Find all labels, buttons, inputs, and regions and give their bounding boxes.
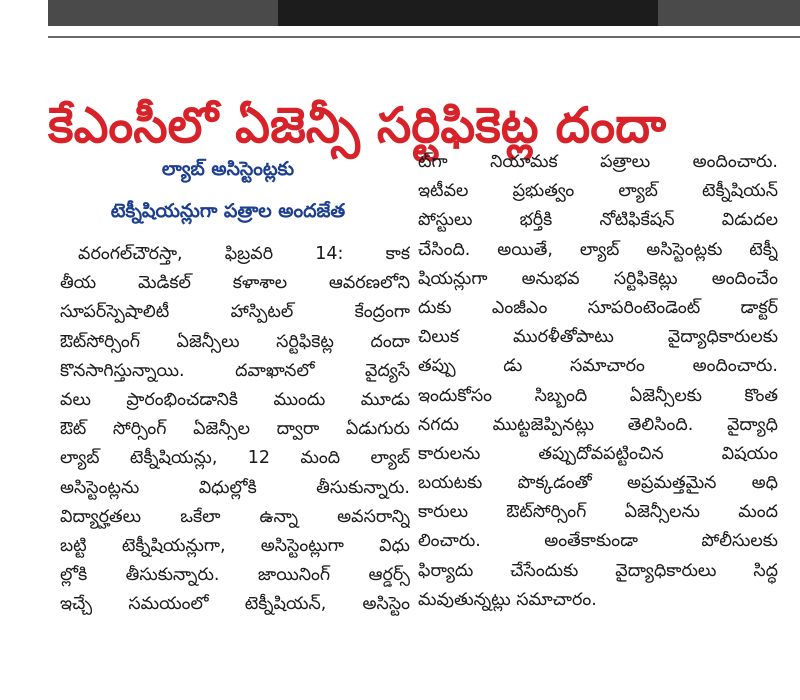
article-text-line: లించారు. అంతేకాకుండా పోలీసులకు [418,531,778,552]
article-right-column [418,148,778,615]
article-text-line: మవుతున్నట్లు సమాచారం. [418,589,597,610]
article-text-line: ఇచ్చే సమయంలో టెక్నీషియన్, అసిస్టెం [60,594,410,615]
top-banner-segment-left [48,0,278,26]
article-text-line: ఫిర్యాదు చేసేందుకు వైద్యాధికారులు సిద్ధ [418,560,778,581]
article-text-line: చేసింది. అయితే, ల్యాబ్ అసిస్టెంట్లకు టెక్నీ [418,239,778,260]
article-left-column [60,240,410,619]
top-banner-segment-middle [278,0,658,26]
article-text-line: కారులు ఔట్‌సోర్సింగ్ ఏజెన్సీలను మంద [418,502,778,523]
article-text-line: ఔట్ సోర్సింగ్ ఏజెన్సీల ద్వారా ఏడుగురు [60,419,410,440]
article-text-line: వరంగల్‌చౌరస్తా, ఫిబ్రవరి 14: కాక [78,244,410,264]
article-text-line: కారులను తప్పుదోవపట్టించిన విషయం [418,443,778,464]
article-text-line: బయటకు పొక్కడంతో అప్రమత్తమైన అధి [418,473,778,494]
top-banner-bar [0,0,800,26]
article-text-line: పోస్టులు భర్తీకి నోటిఫికేషన్ విడుదల [418,210,778,231]
article-text-line: ట్‌గా నియామక పత్రాలు అందించారు. [418,152,778,172]
article-text-line: నగదు ముట్టజెప్పినట్లు తెలిసింది. వైద్యాధి [418,414,778,435]
article-text-line: కొనసాగిస్తున్నాయి. దవాఖానలో వైద్యసే [60,360,410,381]
article-text-line: అసిస్టెంట్లను విధుల్లోకి తీసుకున్నారు. [60,477,410,498]
article-subheading-1: ల్యాబ్ అసిస్టెంట్లకు [161,158,295,180]
top-banner-segment-right [658,0,800,26]
header-divider [48,36,800,38]
article-headline: కేఎంసీలో ఏజెన్సీ సర్టిఫికెట్ల దందా [48,96,667,154]
article-text-line: బట్టి టెక్నీషియన్లుగా, అసిస్టెంట్లుగా విధు [60,535,410,556]
article-text-line: తప్పు డు సమాచారం అందించారు. [418,356,778,377]
article-text-line: విద్యార్హతలు ఒకేలా ఉన్నా అవసరాన్ని [60,506,410,527]
article-text-line: తీయ మెడికల్ కళాశాల ఆవరణలోని [60,273,410,294]
article-text-line: షియన్లుగా అనుభవ సర్టిఫికెట్లు అందించేం [418,268,778,289]
article-text-line: ల్యాబ్ టెక్నీషియన్లు, 12 మంది ల్యాబ్ [60,448,410,469]
article-text-line: సూపర్‌స్పెషాలిటీ హాస్పిటల్ కేంద్రంగా [60,302,410,323]
article-text-line: ఔట్‌సోర్సింగ్ ఏజెన్సీలు సర్టిఫికెట్ల దందా [60,331,410,352]
article-text-line: ఇందుకోసం సిబ్బంది ఏజెన్సీలకు కొంత [418,385,778,406]
article-text-line: చిలుక మురళీతోపాటు వైద్యాధికారులకు [418,327,778,348]
article-text-line: ల్లోకి తీసుకున్నారు. జాయినింగ్ ఆర్డర్స్ [60,565,410,586]
article-text-line: ఇటీవల ప్రభుత్వం ల్యాబ్ టెక్నీషియన్ [418,181,778,202]
article-subheading-2: టెక్నీషియన్లుగా పత్రాల అందజేత [110,200,346,222]
article-text-line: దుకు ఎంజీఎం సూపరింటెండెంట్ డాక్టర్ [418,297,778,318]
article-text-line: వలు ప్రారంభించడానికి ముందు మూడు [60,389,410,410]
